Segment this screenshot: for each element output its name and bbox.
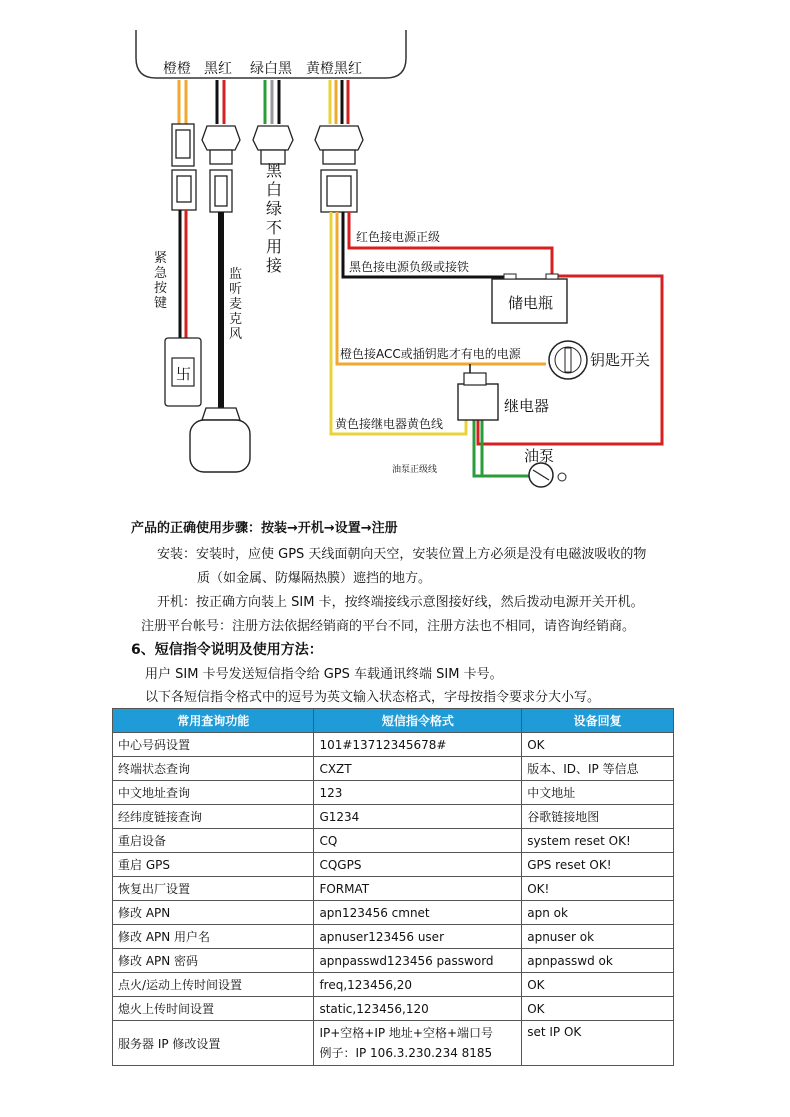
cell-format: 101#13712345678# xyxy=(314,733,522,757)
cell-function: 修改 APN 用户名 xyxy=(113,925,314,949)
cell-function: 修改 APN 密码 xyxy=(113,949,314,973)
table-row xyxy=(113,829,674,853)
fuel-pump-label: 油泵 xyxy=(524,447,555,465)
cell-reply: apnpasswd ok xyxy=(522,949,674,973)
cell-function: 服务器 IP 修改设置 xyxy=(113,1021,314,1066)
emergency-button-glyph: 卐 xyxy=(176,365,192,383)
sms-line-2: 以下各短信指令格式中的逗号为英文输入状态格式，字母按指令要求分大小写。 xyxy=(145,690,601,705)
cell-reply: set IP OK xyxy=(522,1021,674,1066)
wire-group-label-4: 黄橙黑红 xyxy=(306,61,362,77)
table-row xyxy=(113,733,674,757)
cell-reply: OK xyxy=(522,733,674,757)
header-reply: 设备回复 xyxy=(522,709,674,733)
cell-function: 终端状态查询 xyxy=(113,757,314,781)
cell-reply: system reset OK! xyxy=(522,829,674,853)
table-row xyxy=(113,997,674,1021)
relay xyxy=(458,384,498,420)
format-line-2: 例子：IP 106.3.230.234 8185 xyxy=(319,1046,493,1060)
cell-format: CQGPS xyxy=(314,853,522,877)
cell-function: 点火/运动上传时间设置 xyxy=(113,973,314,997)
header-function: 常用查询功能 xyxy=(113,709,314,733)
cell-format: freq,123456,20 xyxy=(314,973,522,997)
cell-format: CXZT xyxy=(314,757,522,781)
cell-format: FORMAT xyxy=(314,877,522,901)
relay-label: 继电器 xyxy=(504,397,550,415)
cell-format xyxy=(314,1021,522,1066)
red-wire-note: 红色接电源正级 xyxy=(356,230,441,244)
table-row xyxy=(113,949,674,973)
microphone xyxy=(190,420,250,472)
cell-function: 重启设备 xyxy=(113,829,314,853)
cell-format: static,123456,120 xyxy=(314,997,522,1021)
cell-format: apn123456 cmnet xyxy=(314,901,522,925)
microphone-label: 监听麦克风 xyxy=(229,267,243,342)
cell-reply: OK xyxy=(522,973,674,997)
mating-connectors xyxy=(172,170,357,212)
emergency-button-cable xyxy=(180,210,186,340)
unused-wires-note: 黑白绿不用接 xyxy=(266,161,283,275)
cell-format: CQ xyxy=(314,829,522,853)
cell-function: 中文地址查询 xyxy=(113,781,314,805)
yellow-wire-note: 黄色接继电器黄色线 xyxy=(335,417,444,431)
header-format: 短信指令格式 xyxy=(314,709,522,733)
cell-function: 修改 APN xyxy=(113,901,314,925)
table-row xyxy=(113,925,674,949)
cell-format: G1234 xyxy=(314,805,522,829)
cell-reply: 版本、ID、IP 等信息 xyxy=(522,757,674,781)
cell-reply: GPS reset OK! xyxy=(522,853,674,877)
sms-command-table xyxy=(112,708,674,1066)
cell-format: apnpasswd123456 password xyxy=(314,949,522,973)
black-wire-note: 黑色接电源负级或接铁 xyxy=(349,260,470,274)
microphone-neck xyxy=(202,408,240,420)
cell-reply: 中文地址 xyxy=(522,781,674,805)
cell-function: 中心号码设置 xyxy=(113,733,314,757)
cell-format: apnuser123456 user xyxy=(314,925,522,949)
table-row xyxy=(113,781,674,805)
harness-wires xyxy=(331,212,662,476)
battery-label: 储电瓶 xyxy=(508,294,554,312)
steps-title: 产品的正确使用步骤：按装→开机→设置→注册 xyxy=(131,521,398,536)
table-header-row xyxy=(113,709,674,733)
wiring-diagram xyxy=(0,0,790,510)
wire-group-label-2: 黑红 xyxy=(204,61,232,77)
cell-function: 熄火上传时间设置 xyxy=(113,997,314,1021)
table-row xyxy=(113,805,674,829)
sms-heading: 6、短信指令说明及使用方法： xyxy=(131,642,323,658)
table-row xyxy=(113,853,674,877)
orange-wire-note: 橙色接ACC或插钥匙才有电的电源 xyxy=(340,347,521,361)
device-connectors xyxy=(172,124,363,166)
install-text-1: 安装：安装时，应使 GPS 天线面朝向天空，安装位置上方必须是没有电磁波吸收的物 xyxy=(157,547,647,562)
table-row xyxy=(113,973,674,997)
format-line-1: IP+空格+IP 地址+空格+端口号 xyxy=(319,1026,494,1040)
sms-line-1: 用户 SIM 卡号发送短信指令给 GPS 车载通讯终端 SIM 卡号。 xyxy=(145,667,503,682)
key-switch-label: 钥匙开关 xyxy=(590,351,651,369)
cell-function: 经纬度链接查询 xyxy=(113,805,314,829)
power-on-text: 开机：按正确方向装上 SIM 卡，按终端接线示意图接好线，然后拨动电源开关开机。 xyxy=(157,595,644,610)
table-row xyxy=(113,757,674,781)
emergency-button-label: 紧急按键 xyxy=(154,251,168,311)
table-row xyxy=(113,877,674,901)
wire-group-label-3: 绿白黑 xyxy=(250,61,292,77)
cell-function: 恢复出厂设置 xyxy=(113,877,314,901)
cell-reply: 谷歌链接地图 xyxy=(522,805,674,829)
cell-reply: apn ok xyxy=(522,901,674,925)
cell-reply: OK! xyxy=(522,877,674,901)
wire-stubs xyxy=(179,80,348,124)
install-text-2: 质（如金属、防爆隔热膜）遮挡的地方。 xyxy=(197,571,432,586)
wire-group-label-1: 橙橙 xyxy=(163,61,191,77)
cell-function: 重启 GPS xyxy=(113,853,314,877)
cell-reply: apnuser ok xyxy=(522,925,674,949)
table-row xyxy=(113,901,674,925)
register-text: 注册平台帐号：注册方法依据经销商的平台不同，注册方法也不相同，请咨询经销商。 xyxy=(141,619,636,634)
cell-reply: OK xyxy=(522,997,674,1021)
table-row xyxy=(113,1021,674,1066)
cell-format: 123 xyxy=(314,781,522,805)
pump-wire-note: 油泵正级线 xyxy=(392,465,438,475)
